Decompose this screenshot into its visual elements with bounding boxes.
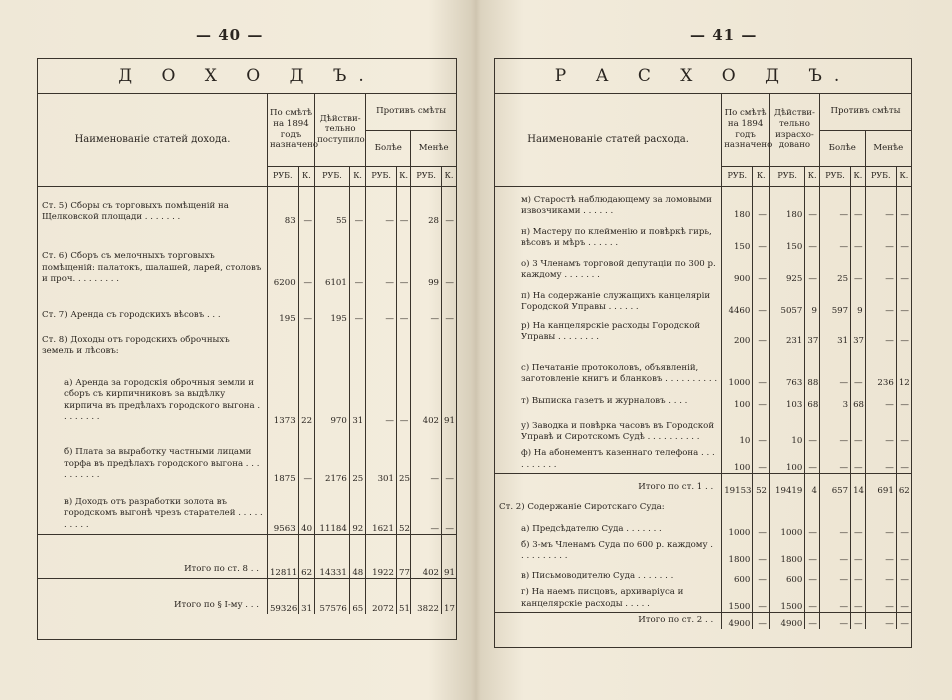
row-name: о) 3 Членамъ торговой депутаціи по 300 р. каждому . . . . . . . — [521, 258, 716, 281]
less-kop-cell: 62 — [896, 474, 911, 496]
actual-rub-cell: 1500 — [770, 585, 805, 613]
actual-kop-cell: 37 — [805, 316, 820, 346]
actual-rub-cell: 180 — [770, 186, 805, 220]
budget-rub-cell: 4900 — [722, 613, 753, 629]
rub-label: РУБ. — [411, 166, 442, 186]
actual-rub-cell — [770, 496, 805, 516]
expense-more-header: Болѣе — [819, 130, 865, 166]
budget-rub-cell: 6200 — [267, 226, 298, 288]
less-rub-cell: — — [865, 516, 896, 538]
less-rub-cell — [865, 496, 896, 516]
income-less-header: Менѣе — [411, 130, 456, 166]
table-row — [495, 516, 911, 538]
more-kop-cell: — — [396, 226, 410, 288]
rub-label: РУБ. — [722, 166, 753, 186]
budget-rub-cell: 195 — [267, 288, 298, 324]
more-kop-cell: 77 — [396, 534, 410, 578]
more-rub-cell: — — [819, 186, 850, 220]
actual-kop-cell: 25 — [349, 426, 365, 484]
expense-actual-header: Дѣйстви-тельно израсхо-довано — [770, 94, 820, 166]
less-kop-cell: — — [896, 516, 911, 538]
table-row — [495, 538, 911, 565]
less-kop-cell: 91 — [442, 534, 456, 578]
more-rub-cell: — — [366, 186, 397, 226]
budget-rub-cell: 19153 — [722, 474, 753, 496]
budget-kop-cell: — — [753, 538, 770, 565]
rub-label: РУБ. — [865, 166, 896, 186]
actual-rub-cell: 195 — [315, 288, 350, 324]
actual-rub-cell: 5057 — [770, 284, 805, 316]
table-row — [495, 446, 911, 474]
total-row — [38, 578, 456, 614]
less-rub-cell: — — [865, 613, 896, 629]
budget-rub-cell — [722, 496, 753, 516]
budget-rub-cell: 12811 — [267, 534, 298, 578]
less-rub-cell: — — [865, 316, 896, 346]
less-kop-cell — [442, 324, 456, 360]
budget-kop-cell: — — [753, 410, 770, 446]
rub-label: РУБ. — [315, 166, 350, 186]
kop-label: К. — [442, 166, 456, 186]
more-rub-cell: 1621 — [366, 484, 397, 534]
row-name: б) Плата за выработку частными лицами торфа въ предѣлахъ городского выгона . . . . . . . . . . — [64, 447, 260, 481]
right-page-number: — 41 — — [690, 26, 758, 44]
more-rub-cell: — — [819, 613, 850, 629]
less-rub-cell: 402 — [411, 534, 442, 578]
actual-rub-cell: 11184 — [315, 484, 350, 534]
actual-rub-cell: 103 — [770, 388, 805, 410]
table-row — [495, 410, 911, 446]
less-rub-cell: 99 — [411, 226, 442, 288]
less-rub-cell: — — [865, 284, 896, 316]
budget-kop-cell: — — [298, 426, 314, 484]
more-rub-cell: — — [819, 516, 850, 538]
actual-kop-cell: 4 — [805, 474, 820, 496]
actual-rub-cell: 19419 — [770, 474, 805, 496]
expense-table-header — [495, 94, 911, 186]
table-row — [38, 226, 456, 288]
budget-kop-cell: — — [298, 226, 314, 288]
total-row — [495, 474, 911, 496]
more-kop-cell: — — [851, 585, 866, 613]
actual-kop-cell: — — [805, 446, 820, 474]
less-rub-cell: 3822 — [411, 578, 442, 614]
less-kop-cell: — — [896, 284, 911, 316]
budget-kop-cell: — — [753, 613, 770, 629]
budget-rub-cell: 1875 — [267, 426, 298, 484]
row-name: Ст. 8) Доходы отъ городскихъ оброчныхъ земель и лѣсовъ: — [42, 334, 230, 357]
actual-rub-cell: 150 — [770, 220, 805, 252]
more-rub-cell: 301 — [366, 426, 397, 484]
more-kop-cell: 14 — [851, 474, 866, 496]
less-kop-cell: — — [896, 613, 911, 629]
table-row — [495, 252, 911, 284]
expense-vs-header: Противъ смѣты — [819, 94, 911, 130]
table-row — [38, 360, 456, 426]
actual-kop-cell: — — [805, 410, 820, 446]
row-name: Итого по ст. 2 . . — [495, 613, 722, 629]
table-row — [495, 220, 911, 252]
actual-kop-cell: — — [805, 613, 820, 629]
more-rub-cell: 25 — [819, 252, 850, 284]
table-row — [38, 484, 456, 534]
budget-kop-cell: — — [753, 186, 770, 220]
more-rub-cell: 3 — [819, 388, 850, 410]
less-rub-cell: 402 — [411, 360, 442, 426]
more-kop-cell: — — [851, 565, 866, 585]
more-rub-cell: — — [366, 226, 397, 288]
budget-kop-cell — [753, 496, 770, 516]
row-name: Итого по ст. 1 . . — [495, 474, 722, 496]
actual-rub-cell: 55 — [315, 186, 350, 226]
expense-table — [495, 94, 911, 629]
row-name: Ст. 7) Аренда съ городскихъ вѣсовъ . . . — [42, 310, 221, 321]
table-row — [38, 186, 456, 226]
table-row — [495, 316, 911, 346]
more-rub-cell: — — [819, 538, 850, 565]
less-rub-cell: — — [865, 585, 896, 613]
table-row — [495, 186, 911, 220]
more-kop-cell — [396, 324, 410, 360]
budget-kop-cell: — — [298, 186, 314, 226]
more-rub-cell: — — [366, 288, 397, 324]
income-more-header: Болѣе — [366, 130, 411, 166]
less-kop-cell: — — [896, 388, 911, 410]
expense-page — [494, 58, 912, 648]
budget-rub-cell: 83 — [267, 186, 298, 226]
more-rub-cell: — — [819, 346, 850, 388]
actual-kop-cell: — — [805, 516, 820, 538]
less-rub-cell: — — [865, 538, 896, 565]
actual-rub-cell: 100 — [770, 446, 805, 474]
budget-rub-cell: 1800 — [722, 538, 753, 565]
less-kop-cell: — — [896, 565, 911, 585]
more-rub-cell: — — [819, 220, 850, 252]
row-name: м) Старостѣ наблюдающему за ломовыми извозчиками . . . . . . — [521, 194, 712, 217]
less-kop-cell: — — [896, 446, 911, 474]
expense-title: Р А С Х О Д Ъ. — [495, 59, 911, 94]
budget-kop-cell: 52 — [753, 474, 770, 496]
budget-rub-cell: 1000 — [722, 516, 753, 538]
table-row — [495, 496, 911, 516]
more-kop-cell: — — [851, 538, 866, 565]
actual-rub-cell: 6101 — [315, 226, 350, 288]
income-table — [38, 94, 456, 614]
more-kop-cell: 37 — [851, 316, 866, 346]
actual-rub-cell: 925 — [770, 252, 805, 284]
actual-rub-cell: 600 — [770, 565, 805, 585]
less-kop-cell: — — [442, 186, 456, 226]
more-rub-cell: — — [366, 360, 397, 426]
actual-rub-cell: 763 — [770, 346, 805, 388]
more-rub-cell: — — [819, 565, 850, 585]
budget-kop-cell: — — [753, 284, 770, 316]
expense-budget-header: По смѣтѣ на 1894 годъ назначено — [722, 94, 770, 166]
table-row — [495, 565, 911, 585]
more-kop-cell: — — [396, 288, 410, 324]
income-table-body — [38, 186, 456, 614]
table-row — [38, 288, 456, 324]
less-kop-cell: — — [896, 538, 911, 565]
budget-rub-cell: 100 — [722, 446, 753, 474]
row-name: Ст. 6) Сборъ съ мелочныхъ торговыхъ помѣщеній: палатокъ, шалашей, ларей, столовъ и проч. . . . . . . . . — [42, 251, 262, 285]
less-kop-cell: — — [896, 585, 911, 613]
row-name: Ст. 5) Сборы съ торговыхъ помѣщеній на Щелковской площади . . . . . . . — [42, 200, 229, 223]
more-kop-cell: — — [851, 220, 866, 252]
more-kop-cell: — — [851, 516, 866, 538]
budget-kop-cell: 31 — [298, 578, 314, 614]
more-kop-cell: — — [851, 446, 866, 474]
row-name: б) 3-мъ Членамъ Суда по 600 р. каждому . . . . . . . . . . — [521, 539, 714, 562]
row-name: в) Доходъ отъ разработки золота въ городскомъ выгонѣ чрезъ старателей . . . . . . . . . . — [64, 496, 263, 530]
more-kop-cell: — — [851, 186, 866, 220]
kop-label: К. — [896, 166, 911, 186]
budget-kop-cell: 62 — [298, 534, 314, 578]
row-name: н) Мастеру по клейменію и повѣркѣ гирь, вѣсовъ и мѣръ . . . . . . — [521, 226, 712, 249]
more-rub-cell — [819, 496, 850, 516]
more-rub-cell: — — [819, 410, 850, 446]
less-kop-cell: — — [896, 410, 911, 446]
budget-rub-cell: 1373 — [267, 360, 298, 426]
actual-rub-cell: 2176 — [315, 426, 350, 484]
less-rub-cell: 691 — [865, 474, 896, 496]
kop-label: К. — [851, 166, 866, 186]
budget-rub-cell: 9563 — [267, 484, 298, 534]
budget-rub-cell: 200 — [722, 316, 753, 346]
budget-rub-cell — [267, 324, 298, 360]
rub-label: РУБ. — [770, 166, 805, 186]
less-rub-cell: — — [865, 565, 896, 585]
less-rub-cell: 236 — [865, 346, 896, 388]
budget-kop-cell: — — [753, 516, 770, 538]
less-rub-cell: — — [865, 410, 896, 446]
budget-rub-cell: 100 — [722, 388, 753, 410]
budget-kop-cell: — — [753, 252, 770, 284]
kop-label: К. — [805, 166, 820, 186]
budget-kop-cell: — — [753, 585, 770, 613]
left-page-number: — 40 — — [196, 26, 264, 44]
more-kop-cell: 51 — [396, 578, 410, 614]
row-name: в) Письмоводителю Суда . . . . . . . — [521, 571, 674, 582]
less-rub-cell: — — [411, 288, 442, 324]
total-row — [495, 613, 911, 629]
kop-label: К. — [298, 166, 314, 186]
actual-kop-cell: — — [349, 226, 365, 288]
budget-kop-cell: 22 — [298, 360, 314, 426]
less-kop-cell: — — [896, 186, 911, 220]
budget-kop-cell: — — [753, 316, 770, 346]
kop-label: К. — [753, 166, 770, 186]
row-name: т) Выписка газетъ и журналовъ . . . . — [521, 396, 688, 407]
actual-kop-cell — [349, 324, 365, 360]
table-row — [495, 585, 911, 613]
actual-kop-cell: 48 — [349, 534, 365, 578]
less-rub-cell: 28 — [411, 186, 442, 226]
rub-label: РУБ. — [819, 166, 850, 186]
actual-kop-cell: — — [805, 186, 820, 220]
budget-kop-cell: 40 — [298, 484, 314, 534]
actual-kop-cell — [805, 496, 820, 516]
less-kop-cell: 17 — [442, 578, 456, 614]
budget-rub-cell: 180 — [722, 186, 753, 220]
row-name: п) На содержаніе служащихъ канцеляріи Городской Управы . . . . . . — [521, 290, 711, 313]
actual-rub-cell — [315, 324, 350, 360]
budget-rub-cell: 59326 — [267, 578, 298, 614]
budget-rub-cell: 1500 — [722, 585, 753, 613]
row-name: ф) На абонементъ казеннаго телефона . . . . . . . . . . — [521, 448, 715, 470]
actual-kop-cell: 65 — [349, 578, 365, 614]
income-table-header — [38, 94, 456, 186]
budget-rub-cell: 900 — [722, 252, 753, 284]
more-kop-cell: 25 — [396, 426, 410, 484]
row-name: Итого по § I-му . . . — [38, 578, 267, 614]
budget-kop-cell: — — [753, 446, 770, 474]
budget-rub-cell: 1000 — [722, 346, 753, 388]
budget-kop-cell: — — [298, 288, 314, 324]
actual-kop-cell: — — [805, 252, 820, 284]
actual-kop-cell: — — [805, 585, 820, 613]
more-kop-cell: 68 — [851, 388, 866, 410]
actual-kop-cell: 68 — [805, 388, 820, 410]
table-row — [38, 324, 456, 360]
expense-table-body — [495, 186, 911, 629]
income-name-header: Наименованіе статей дохода. — [38, 94, 267, 186]
income-vs-header: Противъ смѣты — [366, 94, 456, 130]
income-title: Д О Х О Д Ъ. — [38, 59, 456, 94]
less-kop-cell: 12 — [896, 346, 911, 388]
more-rub-cell: — — [819, 585, 850, 613]
actual-rub-cell: 57576 — [315, 578, 350, 614]
actual-kop-cell: — — [349, 288, 365, 324]
kop-label: К. — [396, 166, 410, 186]
table-row — [495, 388, 911, 410]
more-kop-cell: — — [851, 252, 866, 284]
table-row — [495, 346, 911, 388]
less-kop-cell: — — [442, 288, 456, 324]
expense-less-header: Менѣе — [865, 130, 911, 166]
row-name: Ст. 2) Содержаніе Сиротскаго Суда: — [499, 502, 665, 513]
more-rub-cell: 1922 — [366, 534, 397, 578]
actual-rub-cell: 231 — [770, 316, 805, 346]
more-kop-cell: — — [851, 346, 866, 388]
row-name: у) Заводка и повѣрка часовъ въ Городской Управѣ и Сиротскомъ Судѣ . . . . . . . . . . — [521, 420, 715, 443]
less-kop-cell: — — [896, 252, 911, 284]
budget-rub-cell: 150 — [722, 220, 753, 252]
more-kop-cell: — — [396, 360, 410, 426]
less-kop-cell: — — [442, 426, 456, 484]
income-budget-header: По смѣтѣ на 1894 годъ назначено — [267, 94, 314, 166]
rub-label: РУБ. — [366, 166, 397, 186]
expense-name-header: Наименованіе статей расхода. — [495, 94, 722, 186]
actual-rub-cell: 970 — [315, 360, 350, 426]
less-rub-cell: — — [865, 446, 896, 474]
row-name: а) Предсѣдателю Суда . . . . . . . — [521, 524, 662, 535]
less-rub-cell: — — [865, 186, 896, 220]
more-rub-cell: 31 — [819, 316, 850, 346]
more-rub-cell — [366, 324, 397, 360]
row-name: р) На канцелярскіе расходы Городской Управы . . . . . . . . — [521, 320, 701, 343]
actual-rub-cell: 4900 — [770, 613, 805, 629]
actual-kop-cell: — — [805, 538, 820, 565]
row-name: г) На наемъ писцовъ, архиваріуса и канцелярскіе расходы . . . . . — [521, 587, 684, 609]
table-row — [38, 426, 456, 484]
more-rub-cell: 597 — [819, 284, 850, 316]
actual-rub-cell: 1800 — [770, 538, 805, 565]
more-kop-cell: 52 — [396, 484, 410, 534]
actual-rub-cell: 14331 — [315, 534, 350, 578]
less-rub-cell: — — [411, 484, 442, 534]
more-rub-cell: 2072 — [366, 578, 397, 614]
more-kop-cell: — — [851, 613, 866, 629]
more-kop-cell: — — [851, 410, 866, 446]
budget-rub-cell: 4460 — [722, 284, 753, 316]
less-kop-cell — [896, 496, 911, 516]
budget-kop-cell: — — [753, 388, 770, 410]
budget-kop-cell: — — [753, 565, 770, 585]
more-kop-cell: — — [396, 186, 410, 226]
less-kop-cell: — — [442, 226, 456, 288]
less-rub-cell: — — [411, 426, 442, 484]
row-name: с) Печатаніе протоколовъ, объявленій, заготовленіе книгъ и бланковъ . . . . . . . . . . — [521, 362, 718, 385]
less-kop-cell: — — [442, 484, 456, 534]
more-rub-cell: 657 — [819, 474, 850, 496]
actual-kop-cell: 9 — [805, 284, 820, 316]
less-rub-cell: — — [865, 220, 896, 252]
actual-kop-cell: 88 — [805, 346, 820, 388]
budget-kop-cell: — — [753, 220, 770, 252]
less-rub-cell: — — [865, 252, 896, 284]
actual-rub-cell: 1000 — [770, 516, 805, 538]
budget-rub-cell: 600 — [722, 565, 753, 585]
actual-rub-cell: 10 — [770, 410, 805, 446]
more-kop-cell — [851, 496, 866, 516]
row-name: Итого по ст. 8 . . — [38, 534, 267, 578]
budget-kop-cell — [298, 324, 314, 360]
kop-label: К. — [349, 166, 365, 186]
less-rub-cell: — — [865, 388, 896, 410]
row-name: а) Аренда за городскія оброчныя земли и сборъ съ кирпичниковъ за выдѣлку кирпича въ предѣлахъ городского выгона . . . . . . . . — [64, 377, 261, 423]
less-rub-cell — [411, 324, 442, 360]
actual-kop-cell: 92 — [349, 484, 365, 534]
income-page — [37, 58, 457, 640]
total-row — [38, 534, 456, 578]
actual-kop-cell: 31 — [349, 360, 365, 426]
income-actual-header: Дѣйстви-тельно поступило — [315, 94, 366, 166]
budget-rub-cell: 10 — [722, 410, 753, 446]
more-rub-cell: — — [819, 446, 850, 474]
actual-kop-cell: — — [805, 220, 820, 252]
table-row — [495, 284, 911, 316]
more-kop-cell: 9 — [851, 284, 866, 316]
less-kop-cell: — — [896, 220, 911, 252]
less-kop-cell: — — [896, 316, 911, 346]
less-kop-cell: 91 — [442, 360, 456, 426]
budget-kop-cell: — — [753, 346, 770, 388]
rub-label: РУБ. — [267, 166, 298, 186]
actual-kop-cell: — — [349, 186, 365, 226]
actual-kop-cell: — — [805, 565, 820, 585]
